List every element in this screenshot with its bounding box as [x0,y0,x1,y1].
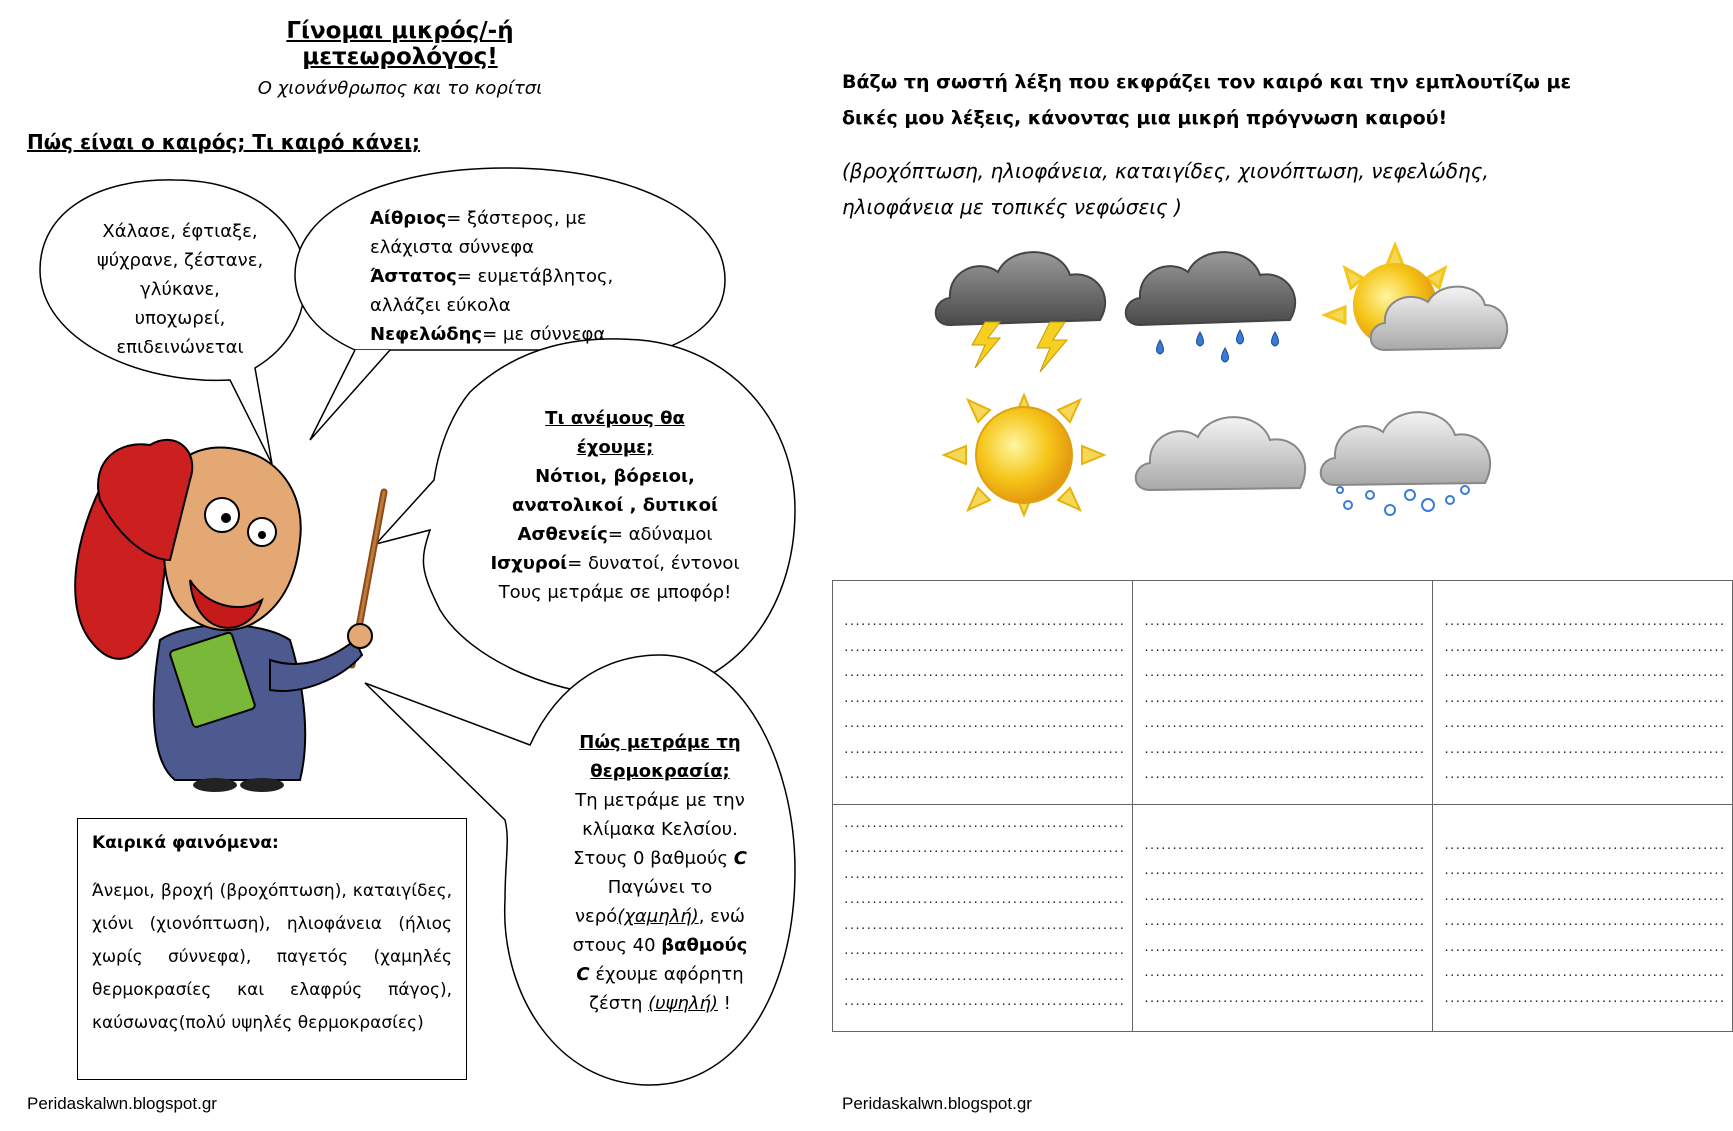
writing-line: .................................................. [1443,966,1725,980]
writing-line: .................................................. [1143,666,1425,679]
instructions: Βάζω τη σωστή λέξη που εκφράζει τον καιρό και την εμπλουτίζω με δικές μου λέξεις, κάνοντας μια μικρή πρόγνωση καιρού! [842,71,1572,129]
forecast-cell[interactable] [833,804,1133,1031]
bubble-line: γλύκανε, [140,279,220,300]
temp-line: νερό [574,906,618,927]
writing-line: .................................................. [843,666,1125,679]
writing-line: .................................................. [1143,768,1425,781]
forecast-cell[interactable] [1133,804,1433,1031]
footer-right: Peridaskalwn.blogspot.gr [842,1094,1032,1113]
snow-icon [1321,412,1490,515]
writing-line: .................................................. [1443,838,1725,852]
def-astheneis: = αδύναμοι [607,524,713,545]
writing-line: .................................................. [843,969,1125,983]
term-ischyroi: Ισχυροί [490,553,568,574]
winds-heading: Τι ανέμους θα [545,408,685,429]
sun-icon [944,395,1104,515]
def-nefelodis: = με σύννεφα [482,324,606,345]
writing-line: .................................................. [1443,742,1725,756]
writing-line: .................................................. [1443,640,1725,654]
writing-line: .................................................. [843,742,1125,756]
temp-line: Παγώνει το [607,877,713,898]
winds-directions-cont: ανατολικοί , δυτικοί [512,495,718,516]
writing-line: .................................................. [1143,838,1425,852]
temp-line: ! [717,993,731,1014]
def-aithrios: = ξάστερος, με [446,208,587,229]
writing-line: .................................................. [843,717,1125,730]
writing-line: .................................................. [1443,666,1725,679]
forecast-cell[interactable] [1133,581,1433,805]
bubble-line: υποχωρεί, [134,308,226,329]
writing-line: .................................................. [843,615,1125,628]
writing-line: .................................................. [1143,991,1425,1005]
word-bank-line: ηλιοφάνεια με τοπικές νεφώσεις ) [842,195,1182,219]
temp-line: έχουμε αφόρητη [589,964,744,985]
writing-line: .................................................. [1143,915,1425,929]
cloudy-icon [1136,417,1305,490]
writing-line: .................................................. [843,816,1125,830]
forecast-cell[interactable] [1433,804,1733,1031]
forecast-writing-grid [832,580,1733,1032]
box-title: Καιρικά φαινόμενα: [92,833,279,853]
writing-line: .................................................. [843,842,1125,856]
writing-line: .................................................. [843,768,1125,781]
def-astatos: = ευμετάβλητος, [456,266,614,287]
writing-line: .................................................. [1443,864,1725,878]
forecast-cell[interactable] [1433,581,1733,805]
weather-question: Πώς είναι ο καιρός; Τι καιρό κάνει; [27,130,420,154]
degrees-label: βαθμούς [661,935,748,956]
def-astatos-cont: αλλάζει εύκολα [370,295,511,316]
winds-heading-cont: έχουμε; [576,437,654,458]
writing-line: .................................................. [1443,915,1725,929]
celsius-symbol: C [576,964,590,985]
rain-icon [1126,252,1295,362]
temp-line: στους 40 [572,935,662,956]
writing-line: .................................................. [1143,966,1425,980]
partly-cloudy-icon [1325,245,1507,350]
def-ischyroi: = δυνατοί, έντονοι [567,553,740,574]
writing-line: .................................................. [1443,717,1725,730]
writing-line: .................................................. [1143,615,1425,628]
writing-line: .................................................. [843,944,1125,958]
temp-line: κλίμακα Κελσίου. [582,819,738,840]
writing-line: .................................................. [1443,889,1725,903]
thunderstorm-icon [936,252,1105,372]
low-label: (χαμηλή) [617,906,699,927]
term-astheneis: Ασθενείς [517,524,608,545]
bubble-line: επιδεινώνεται [116,337,244,358]
story-subtitle: Ο χιονάνθρωπος και το κορίτσι [257,78,543,99]
term-nefelodis: Νεφελώδης [370,324,483,345]
celsius-symbol: C [733,848,747,869]
bubble-line: ψύχρανε, ζέστανε, [96,250,264,271]
writing-line: .................................................. [843,918,1125,932]
word-bank-line: (βροχόπτωση, ηλιοφάνεια, καταιγίδες, χιονόπτωση, νεφελώδης, [842,159,1489,183]
temp-line: ζέστη [589,993,649,1014]
temp-line: , ενώ [698,906,746,927]
writing-line: .................................................. [1143,940,1425,954]
term-astatos: Άστατος [370,266,457,287]
temp-heading-cont: θερμοκρασία; [590,761,730,782]
high-label: (υψηλή) [648,993,718,1014]
forecast-cell[interactable] [833,581,1133,805]
winds-directions: Νότιοι, βόρειοι, [535,466,695,487]
temp-line: Τη μετράμε με την [575,790,745,811]
writing-line: .................................................. [1443,940,1725,954]
writing-line: .................................................. [1143,742,1425,756]
writing-line: .................................................. [1443,991,1725,1005]
writing-line: .................................................. [843,640,1125,654]
winds-beaufort: Τους μετράμε σε μποφόρ! [498,582,732,603]
writing-line: .................................................. [1143,864,1425,878]
writing-line: .................................................. [1443,768,1725,781]
writing-line: .................................................. [843,691,1125,705]
bubble-line: Χάλασε, έφτιαξε, [102,221,258,242]
writing-line: .................................................. [1143,717,1425,730]
def-aithrios-cont: ελάχιστα σύννεφα [370,237,534,258]
temp-line: Στους 0 βαθμούς [573,848,734,869]
writing-line: .................................................. [843,867,1125,881]
writing-line: .................................................. [1143,640,1425,654]
footer-left: Peridaskalwn.blogspot.gr [27,1094,217,1113]
box-body: Άνεμοι, βροχή (βροχόπτωση), καταιγίδες, χιόνι (χιονόπτωση), ηλιοφάνεια (ήλιος χωρίς σύννεφα), παγετός (χαμηλές θερμοκρασίες και ελαφρύς πάγος), καύσωνας(πολύ υψηλές θερμοκρασίες) [92,881,452,1033]
writing-line: .................................................. [1443,615,1725,628]
writing-line: .................................................. [843,893,1125,907]
writing-line: .................................................. [1443,691,1725,705]
temp-heading: Πώς μετράμε τη [579,732,741,753]
term-aithrios: Αίθριος [370,208,447,229]
writing-line: .................................................. [1143,889,1425,903]
page-title: Γίνομαι μικρός/-ή μετεωρολόγος! [286,18,514,70]
writing-line: .................................................. [843,995,1125,1009]
writing-line: .................................................. [1143,691,1425,705]
